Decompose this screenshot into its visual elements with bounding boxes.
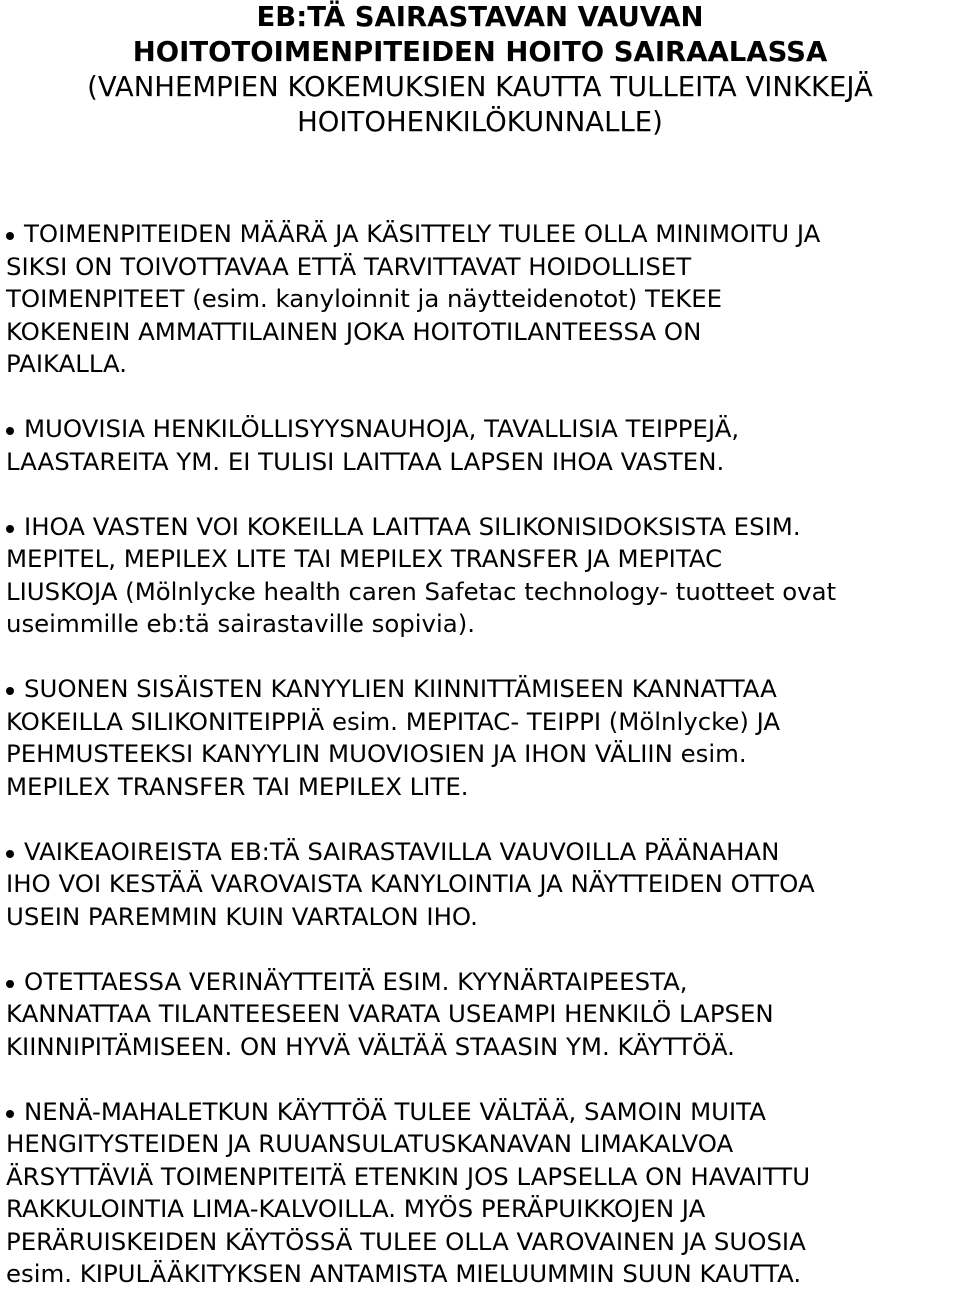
bullet-text-line: HENGITYSTEIDEN JA RUUANSULATUSKANAVAN LIMAKALVOA [6,1129,734,1158]
bullet-item-5 [6,836,954,934]
bullet-text-line: ÄRSYTTÄVIÄ TOIMENPITEITÄ ETENKIN JOS LAPSELLA ON HAVAITTU [6,1161,811,1191]
bullet-dot-icon [6,850,14,858]
bullet-dot-icon [6,427,14,435]
bullet-text-line: MEPILEX TRANSFER TAI MEPILEX LITE. [6,771,469,801]
bullet-text-line: SUONEN SISÄISTEN KANYYLIEN KIINNITTÄMISEEN KANNATTAA [24,674,777,703]
spacer [6,478,954,511]
bullet-text-line: IHOA VASTEN VOI KOKEILLA LAITTAA SILIKONISIDOKSISTA ESIM. [24,511,801,541]
bullet-text-line: TOIMENPITEET (esim. kanyloinnit ja näytteidenotot) TEKEE [6,284,723,313]
bullet-text-line: MEPITEL, MEPILEX LITE TAI MEPILEX TRANSFER JA MEPITAC [6,544,723,573]
bullet-text-line: LIUSKOJA (Mölnlycke health caren Safetac technology- tuotteet ovat [6,576,837,606]
bullet-text-line: KOKENEIN AMMATTILAINEN JOKA HOITOTILANTEESSA ON [6,316,702,346]
bullet-text-line: esim. KIPULÄÄKITYKSEN ANTAMISTA MIELUUMMIN SUUN KAUTTA. [6,1259,802,1288]
bullet-list [6,218,954,1291]
bullet-item-4 [6,673,954,803]
bullet-text-line: TOIMENPITEIDEN MÄÄRÄ JA KÄSITTELY TULEE OLLA MINIMOITU JA [24,219,821,248]
title-line-1: EB:TÄ SAIRASTAVAN VAUVAN [256,1,704,33]
bullet-text-line: PERÄRUISKEIDEN KÄYTÖSSÄ TULEE OLLA VAROVAINEN JA SUOSIA [6,1226,806,1256]
title-line-2: HOITOTOIMENPITEIDEN HOITO SAIRAALASSA [132,36,828,68]
bullet-item-6 [6,966,954,1064]
bullet-item-2 [6,413,954,478]
subtitle-line-2: HOITOHENKILÖKUNNALLE) [297,106,663,138]
bullet-text-line: LAASTAREITA YM. EI TULISI LAITTAA LAPSEN IHOA VASTEN. [6,446,725,476]
bullet-text-line: KANNATTAA TILANTEESEEN VARATA USEAMPI HENKILÖ LAPSEN [6,999,774,1028]
bullet-item-1 [6,218,954,381]
spacer [6,381,954,414]
bullet-dot-icon [6,687,14,695]
document-title [6,0,954,140]
spacer [6,1063,954,1096]
bullet-text-line: USEIN PAREMMIN KUIN VARTALON IHO. [6,901,478,931]
spacer [6,641,954,674]
spacer [6,933,954,966]
bullet-item-7 [6,1096,954,1291]
bullet-text-line: IHO VOI KESTÄÄ VAROVAISTA KANYLOINTIA JA NÄYTTEIDEN OTTOA [6,869,815,898]
bullet-dot-icon [6,1110,14,1118]
bullet-item-3 [6,511,954,641]
spacer [6,803,954,836]
subtitle-line-1: (VANHEMPIEN KOKEMUKSIEN KAUTTA TULLEITA VINKKEJÄ [87,71,873,103]
bullet-text-line: useimmille eb:tä sairastaville sopivia). [6,609,475,638]
bullet-text-line: VAIKEAOIREISTA EB:TÄ SAIRASTAVILLA VAUVOILLA PÄÄNAHAN [24,836,780,866]
bullet-text-line: KOKEILLA SILIKONITEIPPIÄ esim. MEPITAC- TEIPPI (Mölnlycke) JA [6,706,781,736]
bullet-text-line: PEHMUSTEEKSI KANYYLIN MUOVIOSIEN JA IHON VÄLIIN esim. [6,739,747,768]
bullet-text-line: PAIKALLA. [6,349,128,378]
bullet-text-line: OTETTAESSA VERINÄYTTEITÄ ESIM. KYYNÄRTAIPEESTA, [24,966,688,996]
bullet-dot-icon [6,980,14,988]
bullet-text-line: RAKKULOINTIA LIMA-KALVOILLA. MYÖS PERÄPUIKKOJEN JA [6,1194,706,1223]
bullet-dot-icon [6,525,14,533]
bullet-text-line: SIKSI ON TOIVOTTAVAA ETTÄ TARVITTAVAT HOIDOLLISET [6,251,692,281]
bullet-text-line: KIINNIPITÄMISEEN. ON HYVÄ VÄLTÄÄ STAASIN YM. KÄYTTÖÄ. [6,1031,735,1061]
bullet-dot-icon [6,232,14,240]
bullet-text-line: NENÄ-MAHALETKUN KÄYTTÖÄ TULEE VÄLTÄÄ, SAMOIN MUITA [24,1096,766,1126]
bullet-text-line: MUOVISIA HENKILÖLLISYYSNAUHOJA, TAVALLISIA TEIPPEJÄ, [24,414,740,443]
